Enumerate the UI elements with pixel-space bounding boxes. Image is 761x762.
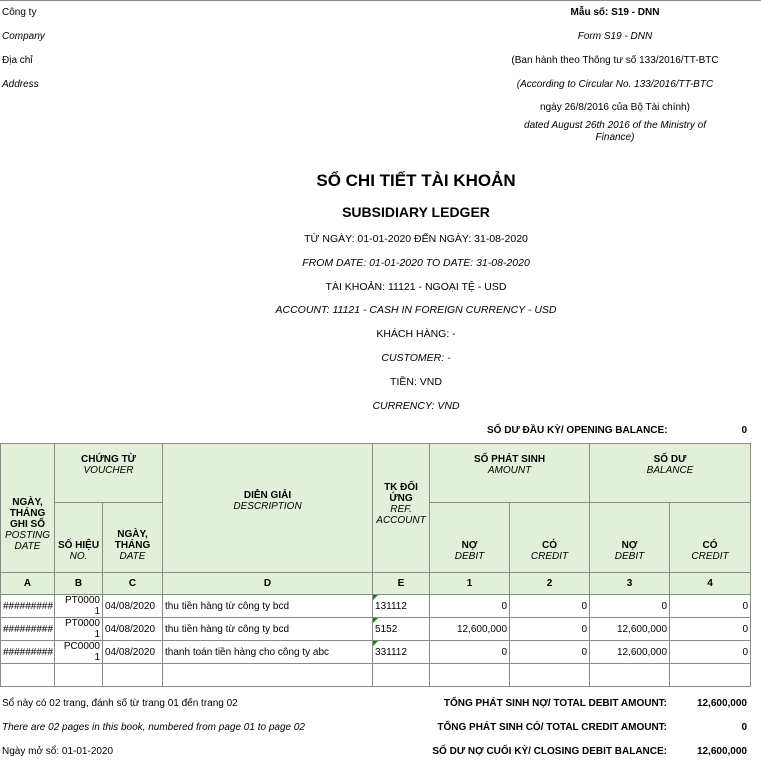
empty-row (1, 664, 751, 687)
form-number-vi: Mẫu số: S19 - DNN (570, 7, 660, 18)
table-row (1, 641, 751, 664)
circular-date-en-1: dated August 26th 2016 of the Ministry of (524, 120, 706, 131)
circular-date-en-2: Finance) (595, 132, 635, 143)
ref-account-cell: 331112 (373, 641, 430, 664)
circular-date-vi: ngày 26/8/2016 của Bộ Tài chính) (540, 102, 690, 113)
balance-credit-cell: 0 (670, 641, 751, 664)
amount-credit-cell: 0 (510, 641, 590, 664)
amount-credit-cell: 0 (510, 618, 590, 641)
total-credit-label: TỔNG PHÁT SINH CÓ/ TOTAL CREDIT AMOUNT: (437, 722, 667, 733)
balance-credit-cell: 0 (670, 618, 751, 641)
closing-balance-value: 12,600,000 (696, 746, 747, 757)
currency-vi: TIỀN: VND (390, 376, 442, 388)
customer-en: CUSTOMER: - (381, 352, 451, 364)
column-code: 4 (670, 573, 751, 595)
page-title-en: SUBSIDIARY LEDGER (342, 204, 490, 220)
voucher-no-cell: PT0000 1 (55, 595, 103, 618)
posting-date-cell: ######### (1, 641, 55, 664)
table-row (1, 618, 751, 641)
header-amount-credit: CÓ CREDIT (510, 503, 590, 573)
total-debit-value: 12,600,000 (696, 698, 747, 709)
header-amount: SỐ PHÁT SINH AMOUNT (430, 444, 590, 503)
balance-credit-cell: 0 (670, 595, 751, 618)
header-posting-date: NGÀY, THÁNG GHI SỔ POSTING DATE (1, 444, 55, 573)
page-count-vi: Sổ này có 02 trang, đánh số từ trang 01 đến trang 02 (2, 698, 238, 709)
header-ref-account: TK ĐỐI ỨNG REF. ACCOUNT (373, 444, 430, 573)
ref-account-cell: 131112 (373, 595, 430, 618)
voucher-date-cell: 04/08/2020 (103, 595, 163, 618)
header-balance-credit: CÓ CREDIT (670, 503, 751, 573)
header-voucher: CHỨNG TỪ VOUCHER (55, 444, 163, 503)
description-cell: thu tiền hàng từ công ty bcd (163, 618, 373, 641)
total-credit-value: 0 (741, 722, 747, 733)
account-vi: TÀI KHOẢN: 11121 - NGOẠI TỆ - USD (325, 281, 507, 293)
header-balance: SỐ DƯ BALANCE (590, 444, 751, 503)
header-balance-debit: NỢ DEBIT (590, 503, 670, 573)
address-label-en: Address (2, 79, 39, 90)
period-en: FROM DATE: 01-01-2020 TO DATE: 31-08-2020 (302, 257, 530, 269)
column-code: 2 (510, 573, 590, 595)
column-code: 3 (590, 573, 670, 595)
voucher-date-cell: 04/08/2020 (103, 641, 163, 664)
table-row (1, 595, 751, 618)
column-code: 1 (430, 573, 510, 595)
circular-vi: (Ban hành theo Thông tư số 133/2016/TT-BTC (511, 55, 719, 66)
voucher-no-cell: PC0000 1 (55, 641, 103, 664)
voucher-no-cell: PT0000 1 (55, 618, 103, 641)
form-number-en: Form S19 - DNN (577, 31, 653, 42)
opening-balance-value: 0 (741, 425, 747, 436)
balance-debit-cell: 12,600,000 (590, 618, 670, 641)
header-description: DIỄN GIẢI DESCRIPTION (163, 444, 373, 573)
amount-debit-cell: 0 (430, 595, 510, 618)
ref-account-cell: 5152 (373, 618, 430, 641)
balance-debit-cell: 12,600,000 (590, 641, 670, 664)
column-code: A (1, 573, 55, 595)
column-code-row (1, 573, 751, 595)
column-code: E (373, 573, 430, 595)
amount-debit-cell: 0 (430, 641, 510, 664)
posting-date-cell: ######### (1, 595, 55, 618)
page-title-vi: SỔ CHI TIẾT TÀI KHOẢN (316, 171, 516, 190)
description-cell: thu tiền hàng từ công ty bcd (163, 595, 373, 618)
amount-credit-cell: 0 (510, 595, 590, 618)
page-count-en: There are 02 pages in this book, numbered from page 01 to page 02 (2, 722, 305, 733)
address-label-vi: Địa chỉ (2, 55, 33, 66)
column-code: B (55, 573, 103, 595)
closing-balance-label: SỐ DƯ NỢ CUỐI KỲ/ CLOSING DEBIT BALANCE: (432, 746, 667, 757)
company-label-en: Company (2, 31, 45, 42)
posting-date-cell: ######### (1, 618, 55, 641)
description-cell: thanh toán tiền hàng cho công ty abc (163, 641, 373, 664)
header-voucher-no: SỐ HIỆU NO. (55, 503, 103, 573)
header-amount-debit: NỢ DEBIT (430, 503, 510, 573)
customer-vi: KHÁCH HÀNG: - (376, 328, 456, 340)
amount-debit-cell: 12,600,000 (430, 618, 510, 641)
balance-debit-cell: 0 (590, 595, 670, 618)
total-debit-label: TỔNG PHÁT SINH NỢ/ TOTAL DEBIT AMOUNT: (443, 698, 667, 709)
account-en: ACCOUNT: 11121 - CASH IN FOREIGN CURRENCY - USD (275, 304, 557, 316)
column-code: C (103, 573, 163, 595)
circular-en: (According to Circular No. 133/2016/TT-BTC (516, 79, 714, 90)
period-vi: TỪ NGÀY: 01-01-2020 ĐẾN NGÀY: 31-08-2020 (304, 233, 528, 245)
ledger-table (0, 443, 751, 687)
currency-en: CURRENCY: VND (372, 400, 460, 412)
open-date: Ngày mở sổ: 01-01-2020 (2, 746, 114, 757)
header-voucher-date: NGÀY, THÁNG DATE (103, 503, 163, 573)
voucher-date-cell: 04/08/2020 (103, 618, 163, 641)
company-label-vi: Công ty (2, 7, 37, 18)
column-code: D (163, 573, 373, 595)
opening-balance-label: SỐ DƯ ĐẦU KỲ/ OPENING BALANCE: (487, 425, 668, 436)
